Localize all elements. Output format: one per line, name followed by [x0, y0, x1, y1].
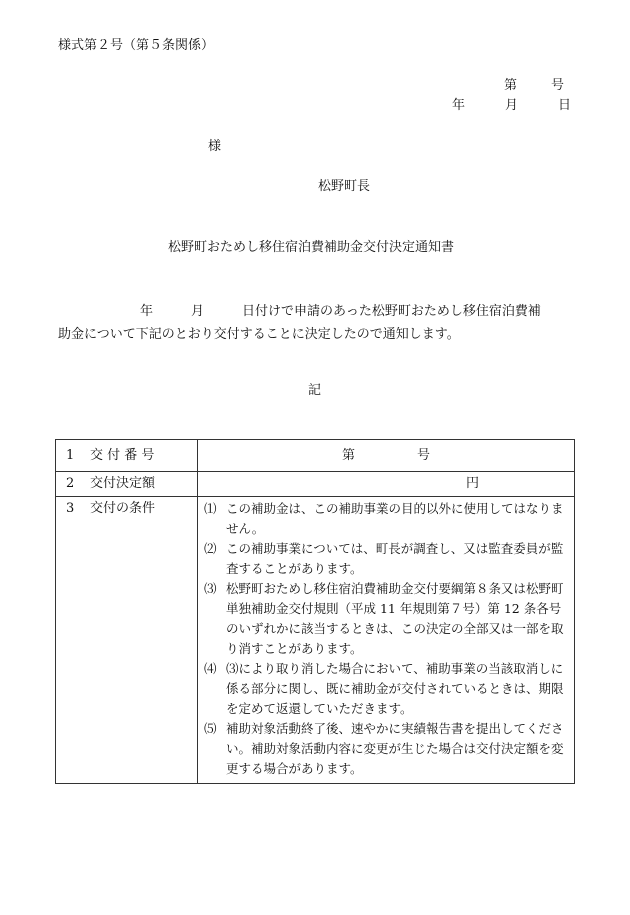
conditions-cell	[198, 497, 575, 784]
grant-number-label-cell	[56, 440, 198, 472]
condition-item	[204, 719, 568, 779]
date-day: 日	[558, 98, 572, 113]
condition-item	[204, 539, 568, 579]
grant-amount-label-cell	[56, 472, 198, 497]
condition-text: この補助事業については、町長が調査し、又は監査委員が監査することがあります。	[226, 541, 564, 576]
ki-heading: 記	[308, 383, 322, 398]
body-year: 年	[140, 304, 154, 319]
yen-unit: 円	[466, 476, 480, 491]
condition-marker: ⑵	[204, 541, 217, 556]
condition-text: 松野町おためし移住宿泊費補助金交付要綱第８条又は松野町単独補助金交付規則（平成 11 年規則第７号）第 12 条各号のいずれかに該当するときは、この決定の全部又は一部を取り消すことがあります。	[226, 581, 564, 656]
row-number: 2	[66, 476, 75, 491]
grant-amount-value-cell	[198, 472, 575, 497]
conditions-label-cell	[56, 497, 198, 784]
body-line-2: 助金について下記のとおり交付することに決定したので通知します。	[58, 327, 460, 342]
condition-marker: ⑴	[204, 501, 217, 516]
condition-text: ⑶により取り消した場合において、補助事業の当該取消しに係る部分に関し、既に補助金が交付されているときは、期限を定めて返還していただきます。	[226, 661, 564, 716]
condition-text: この補助金は、この補助事業の目的以外に使用してはなりません。	[226, 501, 564, 536]
document-number	[504, 78, 564, 94]
condition-text: 補助対象活動終了後、速やかに実績報告書を提出してください。補助対象活動内容に変更が生じた場合は交付決定額を変更する場合があります。	[226, 721, 564, 776]
detail-table	[55, 439, 575, 784]
document-number-prefix: 第	[504, 78, 518, 93]
form-label: 様式第２号（第５条関係）	[58, 38, 215, 53]
document-number-suffix: 号	[551, 78, 565, 93]
condition-item	[204, 579, 568, 659]
table-row	[56, 472, 575, 497]
condition-item	[204, 499, 568, 539]
grant-number-suffix: 号	[417, 448, 431, 463]
grant-number-value-cell	[198, 440, 575, 472]
condition-marker: ⑷	[204, 661, 217, 676]
grant-number-prefix: 第	[341, 448, 355, 463]
document-title: 松野町おためし移住宿泊費補助金交付決定通知書	[168, 240, 455, 255]
conditions-label: 交付の条件	[90, 501, 156, 516]
body-line-1	[58, 300, 572, 323]
body-text	[58, 300, 572, 346]
date-year: 年	[452, 98, 466, 113]
table-row	[56, 497, 575, 784]
recipient-line: 様	[208, 139, 222, 154]
sender-name: 松野町長	[318, 179, 371, 194]
condition-marker: ⑸	[204, 721, 217, 736]
row-number: 3	[66, 501, 75, 516]
body-month: 月	[191, 304, 205, 319]
grant-amount-label: 交付決定額	[90, 476, 156, 491]
date-month: 月	[505, 98, 519, 113]
grant-number-label: 交 付 番 号	[90, 448, 155, 463]
row-number: 1	[66, 448, 75, 463]
table-row	[56, 440, 575, 472]
condition-item	[204, 659, 568, 719]
condition-marker: ⑶	[204, 581, 217, 596]
body-line1-rest: 日付けで申請のあった松野町おためし移住宿泊費補	[242, 304, 541, 319]
document-date	[452, 98, 571, 114]
